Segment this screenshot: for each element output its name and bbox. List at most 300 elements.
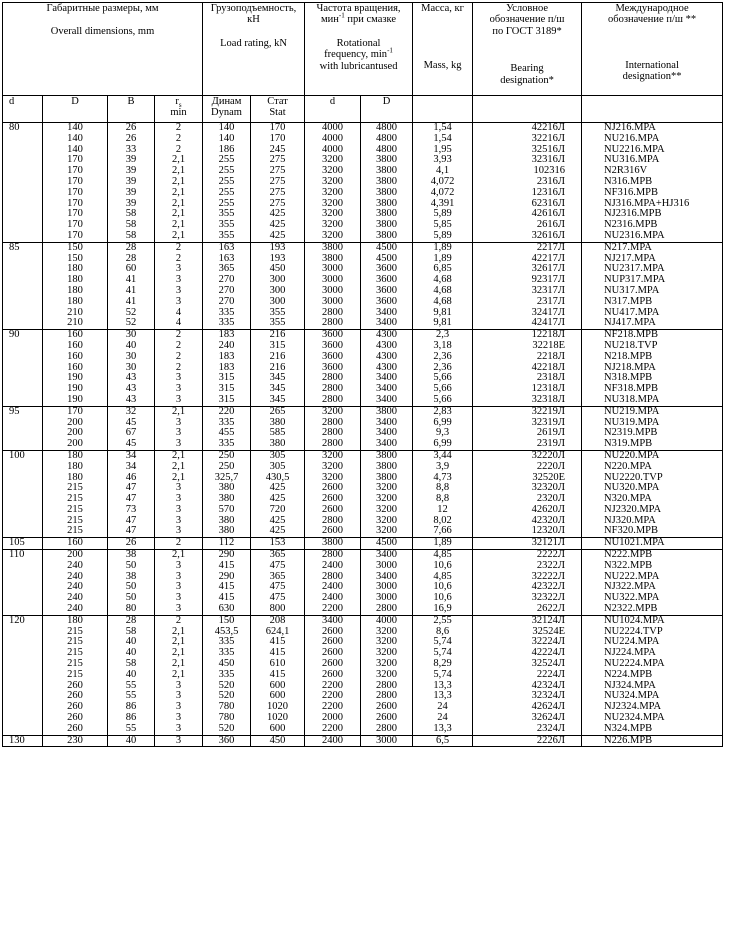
cell-mass: 3,93 — [413, 155, 473, 166]
cell-radius: 2,1 — [155, 462, 203, 473]
cell-outer-diameter: 170 — [43, 220, 108, 231]
cell-international: N319.MPB — [582, 439, 723, 450]
cell-dynamic-load: 335 — [203, 318, 251, 329]
cell-static-load: 425 — [251, 231, 305, 242]
cell-designation: 32317Л — [473, 286, 582, 297]
cell-freq-d: 3200 — [305, 462, 361, 473]
cell-freq-D: 3200 — [361, 494, 413, 505]
cell-radius: 3 — [155, 384, 203, 395]
cell-freq-d: 4000 — [305, 134, 361, 145]
cell-static-load: 275 — [251, 199, 305, 210]
header-intl-ru-1: Международное — [615, 3, 689, 14]
cell-freq-d: 3200 — [305, 220, 361, 231]
cell-designation: 32624Л — [473, 713, 582, 724]
header-load-ru-2: кН — [247, 14, 260, 26]
cell-freq-D: 3800 — [361, 462, 413, 473]
table-row — [3, 275, 723, 286]
cell-freq-D: 3000 — [361, 561, 413, 572]
header-mass-en: Mass, kg — [423, 60, 462, 72]
cell-outer-diameter: 180 — [43, 462, 108, 473]
cell-d: 80 — [3, 123, 43, 134]
cell-freq-d: 2600 — [305, 648, 361, 659]
cell-width: 50 — [108, 561, 155, 572]
cell-static-load: 275 — [251, 177, 305, 188]
cell-dynamic-load: 255 — [203, 155, 251, 166]
cell-width: 73 — [108, 505, 155, 516]
cell-freq-D: 3200 — [361, 648, 413, 659]
cell-mass: 5,74 — [413, 637, 473, 648]
table-row — [3, 572, 723, 583]
cell-static-load: 450 — [251, 735, 305, 747]
header-mass-ru: Масса, кг — [421, 3, 464, 14]
subheader-freq-D: D — [361, 96, 413, 123]
cell-mass: 5,89 — [413, 209, 473, 220]
cell-width: 58 — [108, 627, 155, 638]
cell-international: N317.MPB — [582, 297, 723, 308]
cell-radius: 3 — [155, 373, 203, 384]
cell-radius: 3 — [155, 702, 203, 713]
cell-freq-D: 3200 — [361, 659, 413, 670]
cell-outer-diameter: 170 — [43, 406, 108, 417]
cell-static-load: 275 — [251, 188, 305, 199]
cell-mass: 4,73 — [413, 473, 473, 484]
cell-radius: 3 — [155, 286, 203, 297]
cell-freq-D: 4500 — [361, 242, 413, 253]
cell-width: 40 — [108, 648, 155, 659]
cell-freq-d: 2200 — [305, 724, 361, 735]
cell-mass: 1,89 — [413, 242, 473, 253]
cell-dynamic-load: 520 — [203, 724, 251, 735]
cell-designation: 32224Л — [473, 637, 582, 648]
cell-designation: 42218Л — [473, 363, 582, 374]
cell-freq-d: 3200 — [305, 231, 361, 242]
table-row — [3, 681, 723, 692]
cell-outer-diameter: 215 — [43, 648, 108, 659]
cell-radius: 2,1 — [155, 220, 203, 231]
cell-d: 90 — [3, 330, 43, 341]
cell-d — [3, 286, 43, 297]
cell-freq-d: 3200 — [305, 209, 361, 220]
cell-mass: 5,66 — [413, 384, 473, 395]
cell-freq-D: 3800 — [361, 220, 413, 231]
cell-radius: 3 — [155, 713, 203, 724]
cell-international: N2R316V — [582, 166, 723, 177]
cell-international: NU2324.MPA — [582, 713, 723, 724]
cell-international: N217.MPA — [582, 242, 723, 253]
cell-freq-d: 3600 — [305, 352, 361, 363]
cell-width: 45 — [108, 418, 155, 429]
cell-freq-D: 3400 — [361, 418, 413, 429]
cell-mass: 13,3 — [413, 724, 473, 735]
table-row — [3, 724, 723, 735]
subheader-static: Стат Stat — [251, 96, 305, 123]
cell-international: NF320.MPB — [582, 526, 723, 537]
cell-freq-d: 2200 — [305, 691, 361, 702]
cell-d — [3, 318, 43, 329]
cell-width: 39 — [108, 166, 155, 177]
cell-dynamic-load: 570 — [203, 505, 251, 516]
cell-freq-d: 2600 — [305, 627, 361, 638]
cell-static-load: 380 — [251, 439, 305, 450]
table-row — [3, 439, 723, 450]
cell-freq-d: 2800 — [305, 516, 361, 527]
cell-freq-D: 3000 — [361, 735, 413, 747]
cell-freq-D: 2800 — [361, 724, 413, 735]
cell-dynamic-load: 183 — [203, 352, 251, 363]
cell-dynamic-load: 150 — [203, 615, 251, 626]
subheader-r-min: $r_s$ min — [155, 96, 203, 123]
cell-width: 26 — [108, 134, 155, 145]
cell-dynamic-load: 250 — [203, 462, 251, 473]
header-freq-en-2: frequency, $\min^{-1}$ — [324, 46, 393, 61]
cell-dynamic-load: 315 — [203, 395, 251, 406]
table-row — [3, 561, 723, 572]
cell-width: 67 — [108, 428, 155, 439]
table-row — [3, 516, 723, 527]
cell-mass: 6,5 — [413, 735, 473, 747]
cell-freq-D: 3200 — [361, 637, 413, 648]
cell-d — [3, 582, 43, 593]
subheader-D: D — [43, 96, 108, 123]
table-row — [3, 166, 723, 177]
cell-outer-diameter: 180 — [43, 450, 108, 461]
cell-mass: 6,99 — [413, 418, 473, 429]
cell-outer-diameter: 170 — [43, 188, 108, 199]
cell-international: N322.MPB — [582, 561, 723, 572]
cell-radius: 2 — [155, 254, 203, 265]
cell-dynamic-load: 270 — [203, 275, 251, 286]
cell-outer-diameter: 215 — [43, 627, 108, 638]
cell-radius: 3 — [155, 275, 203, 286]
cell-designation: 32516Л — [473, 145, 582, 156]
cell-width: 41 — [108, 286, 155, 297]
cell-radius: 2 — [155, 615, 203, 626]
cell-d — [3, 166, 43, 177]
cell-dynamic-load: 335 — [203, 648, 251, 659]
cell-mass: 8,8 — [413, 494, 473, 505]
cell-static-load: 345 — [251, 395, 305, 406]
cell-static-load: 1020 — [251, 702, 305, 713]
cell-international: NU2216.MPA — [582, 145, 723, 156]
cell-freq-D: 4300 — [361, 341, 413, 352]
cell-radius: 2 — [155, 352, 203, 363]
cell-static-load: 415 — [251, 670, 305, 681]
cell-static-load: 415 — [251, 648, 305, 659]
cell-width: 41 — [108, 275, 155, 286]
cell-d — [3, 670, 43, 681]
cell-freq-D: 3400 — [361, 395, 413, 406]
cell-dynamic-load: 163 — [203, 254, 251, 265]
cell-designation: 12320Л — [473, 526, 582, 537]
cell-radius: 3 — [155, 395, 203, 406]
cell-outer-diameter: 160 — [43, 352, 108, 363]
table-row — [3, 428, 723, 439]
cell-width: 47 — [108, 494, 155, 505]
cell-international: NJ417.MPA — [582, 318, 723, 329]
cell-mass: 10,6 — [413, 561, 473, 572]
table-row — [3, 318, 723, 329]
cell-dynamic-load: 183 — [203, 363, 251, 374]
table-row — [3, 713, 723, 724]
cell-width: 55 — [108, 681, 155, 692]
cell-freq-d: 3200 — [305, 155, 361, 166]
cell-freq-D: 3200 — [361, 627, 413, 638]
cell-d: 130 — [3, 735, 43, 747]
cell-radius: 2,1 — [155, 188, 203, 199]
cell-outer-diameter: 180 — [43, 286, 108, 297]
cell-width: 26 — [108, 123, 155, 134]
cell-designation: 92317Л — [473, 275, 582, 286]
cell-mass: 5,74 — [413, 648, 473, 659]
table-row — [3, 615, 723, 626]
cell-outer-diameter: 240 — [43, 561, 108, 572]
cell-freq-D: 3600 — [361, 286, 413, 297]
cell-width: 38 — [108, 550, 155, 561]
cell-outer-diameter: 210 — [43, 318, 108, 329]
cell-freq-D: 2800 — [361, 681, 413, 692]
cell-dynamic-load: 255 — [203, 188, 251, 199]
cell-width: 58 — [108, 659, 155, 670]
cell-dynamic-load: 355 — [203, 231, 251, 242]
cell-static-load: 345 — [251, 384, 305, 395]
cell-dynamic-load: 270 — [203, 297, 251, 308]
cell-dynamic-load: 315 — [203, 384, 251, 395]
header-mass — [413, 3, 473, 96]
cell-dynamic-load: 520 — [203, 681, 251, 692]
cell-width: 55 — [108, 691, 155, 702]
cell-freq-D: 4300 — [361, 330, 413, 341]
cell-d — [3, 341, 43, 352]
table-row — [3, 341, 723, 352]
cell-static-load: 600 — [251, 724, 305, 735]
table-row — [3, 593, 723, 604]
cell-international: NU320.MPA — [582, 483, 723, 494]
cell-static-load: 305 — [251, 462, 305, 473]
cell-radius: 2,1 — [155, 155, 203, 166]
cell-outer-diameter: 215 — [43, 494, 108, 505]
cell-international: NU317.MPA — [582, 286, 723, 297]
table-row — [3, 123, 723, 134]
header-dimensions-ru: Габаритные размеры, мм — [46, 3, 159, 14]
cell-radius: 4 — [155, 318, 203, 329]
cell-mass: 2,83 — [413, 406, 473, 417]
cell-mass: 10,6 — [413, 582, 473, 593]
cell-outer-diameter: 215 — [43, 659, 108, 670]
cell-d — [3, 373, 43, 384]
cell-outer-diameter: 150 — [43, 254, 108, 265]
table-header — [3, 3, 723, 123]
table-row — [3, 550, 723, 561]
cell-designation: 42320Л — [473, 516, 582, 527]
cell-d — [3, 254, 43, 265]
cell-designation: 32316Л — [473, 155, 582, 166]
cell-mass: 5,85 — [413, 220, 473, 231]
cell-designation: 32320Л — [473, 483, 582, 494]
cell-radius: 3 — [155, 494, 203, 505]
cell-freq-D: 3800 — [361, 188, 413, 199]
cell-dynamic-load: 520 — [203, 691, 251, 702]
cell-mass: 2,55 — [413, 615, 473, 626]
cell-d — [3, 199, 43, 210]
cell-dynamic-load: 140 — [203, 134, 251, 145]
cell-static-load: 475 — [251, 582, 305, 593]
table-row — [3, 134, 723, 145]
cell-mass: 3,18 — [413, 341, 473, 352]
cell-d — [3, 428, 43, 439]
cell-width: 40 — [108, 670, 155, 681]
cell-designation: 32617Л — [473, 264, 582, 275]
cell-freq-d: 4000 — [305, 123, 361, 134]
cell-d — [3, 516, 43, 527]
cell-d — [3, 593, 43, 604]
cell-outer-diameter: 240 — [43, 582, 108, 593]
cell-outer-diameter: 160 — [43, 330, 108, 341]
header-freq-en-1: Rotational — [336, 37, 381, 49]
cell-designation: 32222Л — [473, 572, 582, 583]
cell-freq-d: 3600 — [305, 330, 361, 341]
cell-freq-D: 3800 — [361, 166, 413, 177]
cell-dynamic-load: 112 — [203, 538, 251, 550]
cell-freq-D: 3200 — [361, 670, 413, 681]
cell-freq-d: 2800 — [305, 318, 361, 329]
cell-mass: 8,29 — [413, 659, 473, 670]
cell-mass: 13,3 — [413, 691, 473, 702]
cell-freq-d: 2600 — [305, 505, 361, 516]
cell-width: 43 — [108, 395, 155, 406]
cell-static-load: 275 — [251, 166, 305, 177]
cell-dynamic-load: 325,7 — [203, 473, 251, 484]
cell-radius: 3 — [155, 418, 203, 429]
cell-outer-diameter: 140 — [43, 123, 108, 134]
header-rotational-frequency — [305, 3, 413, 96]
header-cond-ru-1: Условное — [506, 3, 549, 14]
cell-width: 58 — [108, 209, 155, 220]
cell-mass: 1,54 — [413, 134, 473, 145]
cell-freq-d: 2600 — [305, 670, 361, 681]
cell-d — [3, 483, 43, 494]
header-freq-ru-1: Частота вращения, — [316, 3, 401, 14]
cell-width: 41 — [108, 297, 155, 308]
header-bearing-designation — [473, 3, 582, 96]
table-row — [3, 308, 723, 319]
cell-designation: 32616Л — [473, 231, 582, 242]
cell-mass: 5,66 — [413, 395, 473, 406]
cell-dynamic-load: 255 — [203, 166, 251, 177]
cell-outer-diameter: 215 — [43, 637, 108, 648]
cell-radius: 2 — [155, 242, 203, 253]
cell-d — [3, 264, 43, 275]
table-row — [3, 582, 723, 593]
cell-designation: 2320Л — [473, 494, 582, 505]
cell-radius: 2 — [155, 134, 203, 145]
cell-mass: 4,85 — [413, 550, 473, 561]
cell-freq-d: 3200 — [305, 473, 361, 484]
cell-freq-D: 4800 — [361, 145, 413, 156]
cell-dynamic-load: 455 — [203, 428, 251, 439]
cell-radius: 3 — [155, 582, 203, 593]
cell-width: 28 — [108, 242, 155, 253]
table-row — [3, 473, 723, 484]
cell-radius: 2,1 — [155, 550, 203, 561]
cell-designation: 2224Л — [473, 670, 582, 681]
cell-international: NJ224.MPA — [582, 648, 723, 659]
cell-static-load: 720 — [251, 505, 305, 516]
cell-mass: 1,54 — [413, 123, 473, 134]
table-row — [3, 373, 723, 384]
cell-freq-d: 3800 — [305, 538, 361, 550]
cell-radius: 3 — [155, 593, 203, 604]
subheader-intl — [582, 96, 723, 123]
cell-freq-D: 4500 — [361, 254, 413, 265]
cell-designation: 2322Л — [473, 561, 582, 572]
cell-radius: 2,1 — [155, 209, 203, 220]
cell-dynamic-load: 335 — [203, 670, 251, 681]
cell-international: NJ324.MPA — [582, 681, 723, 692]
cell-outer-diameter: 170 — [43, 177, 108, 188]
cell-static-load: 345 — [251, 373, 305, 384]
cell-freq-d: 2800 — [305, 384, 361, 395]
cell-freq-D: 3400 — [361, 384, 413, 395]
cell-static-load: 475 — [251, 561, 305, 572]
cell-radius: 2 — [155, 341, 203, 352]
cell-freq-D: 3600 — [361, 264, 413, 275]
table-row — [3, 735, 723, 747]
cell-freq-D: 4800 — [361, 123, 413, 134]
header-freq-en-3: with lubricantused — [319, 60, 398, 72]
cell-width: 30 — [108, 363, 155, 374]
cell-outer-diameter: 260 — [43, 713, 108, 724]
cell-static-load: 170 — [251, 123, 305, 134]
cell-freq-d: 4000 — [305, 145, 361, 156]
cell-d: 85 — [3, 242, 43, 253]
cell-international: N318.MPB — [582, 373, 723, 384]
cell-outer-diameter: 240 — [43, 593, 108, 604]
cell-designation: 32524Л — [473, 659, 582, 670]
cell-designation: 12218Л — [473, 330, 582, 341]
cell-international: N220.MPA — [582, 462, 723, 473]
cell-designation: 32218Е — [473, 341, 582, 352]
table-row — [3, 648, 723, 659]
cell-radius: 2,1 — [155, 627, 203, 638]
table-row — [3, 231, 723, 242]
cell-mass: 4,072 — [413, 188, 473, 199]
cell-freq-D: 3000 — [361, 582, 413, 593]
cell-international: NF318.MPB — [582, 384, 723, 395]
cell-radius: 3 — [155, 428, 203, 439]
cell-d — [3, 220, 43, 231]
cell-dynamic-load: 360 — [203, 735, 251, 747]
cell-radius: 3 — [155, 526, 203, 537]
header-intl-ru-2: обозначение п/ш ** — [608, 14, 697, 26]
cell-outer-diameter: 170 — [43, 166, 108, 177]
cell-mass: 9,3 — [413, 428, 473, 439]
cell-static-load: 365 — [251, 572, 305, 583]
cell-dynamic-load: 335 — [203, 418, 251, 429]
cell-radius: 2,1 — [155, 659, 203, 670]
cell-outer-diameter: 260 — [43, 724, 108, 735]
cell-d — [3, 505, 43, 516]
subheader-dynamic: Динам Dynam — [203, 96, 251, 123]
cell-dynamic-load: 415 — [203, 582, 251, 593]
cell-width: 40 — [108, 637, 155, 648]
cell-international: NJ216.MPA — [582, 123, 723, 134]
cell-international: N218.MPB — [582, 352, 723, 363]
cell-designation: 42324Л — [473, 681, 582, 692]
cell-designation: 42322Л — [473, 582, 582, 593]
cell-static-load: 300 — [251, 275, 305, 286]
cell-d — [3, 275, 43, 286]
cell-dynamic-load: 380 — [203, 526, 251, 537]
